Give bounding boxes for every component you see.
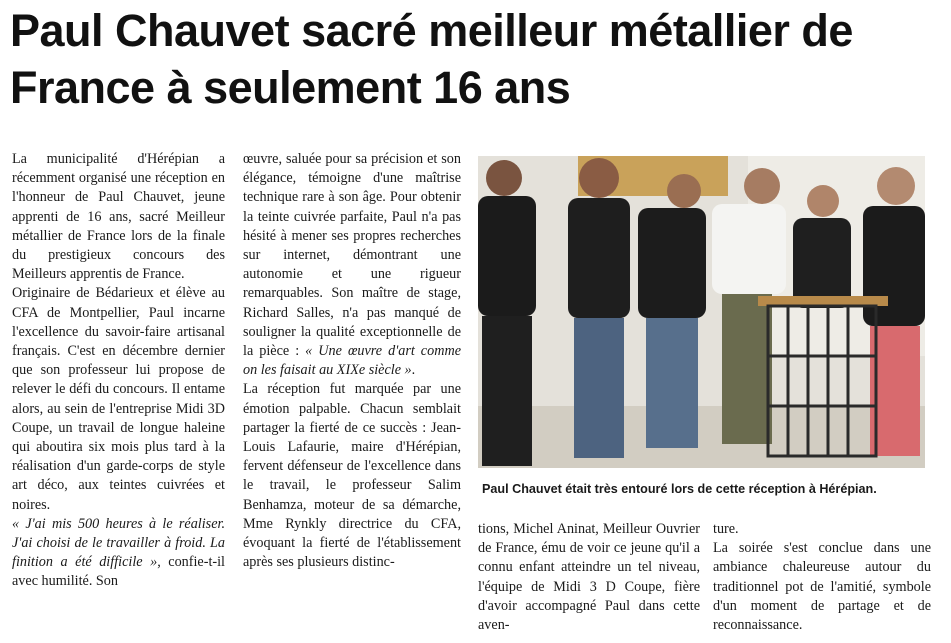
paragraph-with-quote [243,150,461,380]
article-column-2 [243,150,461,572]
paragraph: Originaire de Bédarieux et élève au CFA de Montpellier, Paul incarne l'excellence du savoir-faire artisanal français. C'est en décembre dernier que son professeur lui propose de relever le défi du concours. Il entame alors, au sein de l'entreprise Midi 3D Coupe, un travail de longue haleine qui aboutira six mois plus tard à la réalisation d'un garde-corps de style art déco, aux teintes cuivrées et noires. [12,285,225,513]
article-photo [478,156,925,468]
article-headline: Paul Chauvet sacré meilleur métallier de France à seulement 16 ans [10,5,853,113]
quote: « Une œuvre d'art comme on les faisait au XIXe siècle » [243,343,461,379]
quote: « J'ai mis 500 heures à le réaliser. J'ai choisi de le travailler à froid. La finition a été difficile » [12,515,225,571]
article-column-3 [478,520,700,635]
paragraph: La réception fut marquée par une émotion palpable. Chacun semblait partager la fierté de ce succès : Jean-Louis Lafaurie, maire d'Hérépian, fervent défenseur de l'excellence dans le travail, le professeur Salim Benhamza, moteur de sa démarche, Mme Rynkly directrice du CFA, évoquant la fierté de l'établissement après ses plusieurs distinc- [243,381,461,571]
article-column-1 [12,150,225,592]
paragraph-tail: . [411,362,416,379]
paragraph: La municipalité d'Hérépian a récemment organisé une réception en l'honneur de Paul Chauvet, jeune apprenti de 16 ans, sacré Meilleur métallier de France lors de la finale du prestigieux concours des Meilleurs apprentis de France. [12,151,225,283]
paragraph-tail: , confie-t-il avec humilité. Son [12,554,225,590]
paragraph: tions, Michel Aninat, Meilleur Ouvrier de France, ému de voir ce jeune qu'il a connu enfant atteindre un tel niveau, l'équipe de Midi 3 D Coupe, fière d'avoir accompagné Paul dans cette aven- [478,521,700,634]
paragraph: ture. [713,521,739,537]
paragraph-with-quote [12,515,225,592]
paragraph: La soirée s'est conclue dans une ambiance chaleureuse autour du traditionnel pot de l'amitié, symbole d'un moment de partage et de reconnaissance. [713,540,931,634]
photo-illustration [478,156,925,468]
article-column-4 [713,520,931,635]
paragraph-text: œuvre, saluée pour sa précision et son élégance, témoigne d'une maîtrise technique rare à son âge. Pour obtenir la teinte cuivrée parfaite, Paul n'a pas hésité à mener ses propres recherches sur internet, démontrant une autonomie et une rigueur remarquables. Son maître de stage, Richard Salles, n'a pas manqué de souligner la qualité exceptionnelle de la pièce : [243,151,461,360]
photo-caption: Paul Chauvet était très entouré lors de cette réception à Hérépian. [482,482,877,496]
